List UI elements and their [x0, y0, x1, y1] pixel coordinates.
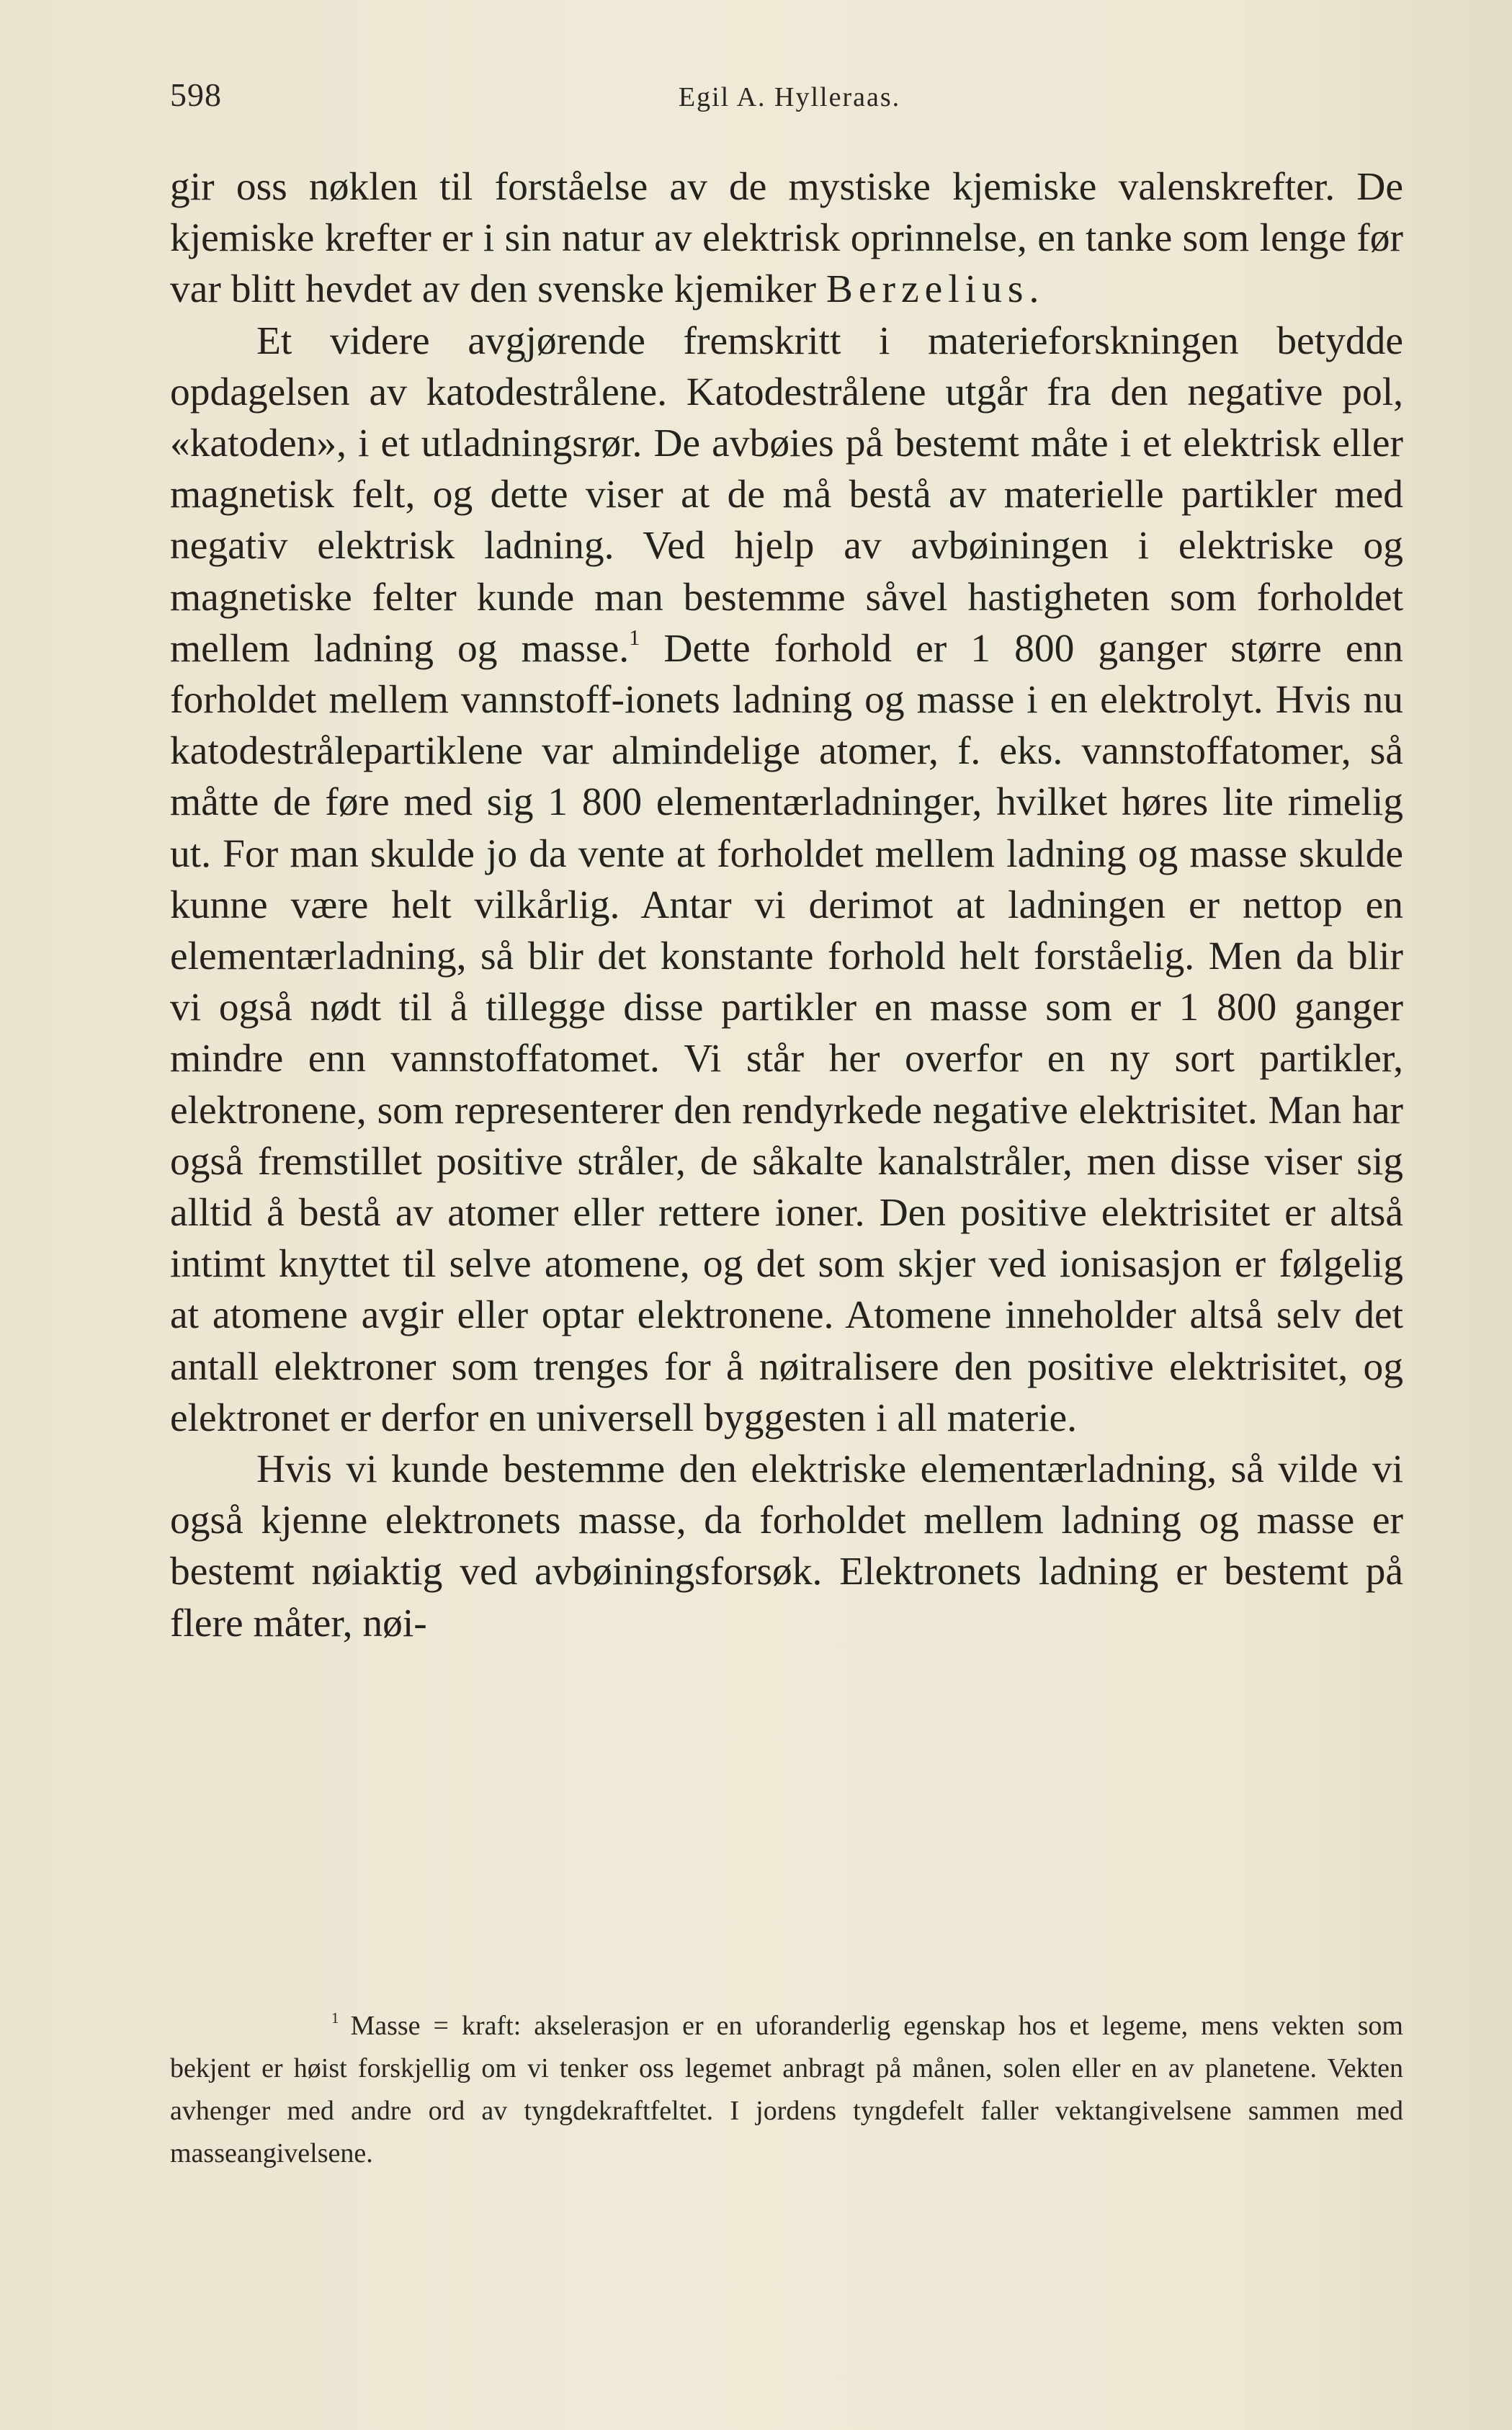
running-head: Egil A. Hylleraas.	[678, 82, 901, 112]
paragraph-1-end: .	[1029, 267, 1039, 312]
author-name-berzelius: Berzelius	[826, 267, 1029, 312]
body-text	[170, 161, 1403, 1649]
page-header	[170, 76, 1409, 126]
paragraph-3	[170, 1444, 1403, 1649]
paragraph-3-text: Hvis vi kunde bestemme den elektriske elementærladning, så vilde vi også kjenne elektronets masse, da forholdet mellem ladning og masse er bestemt nøiaktig ved avbøiningsforsøk. Elektronets ladning er bestemt på flere måter, nøi-	[170, 1447, 1403, 1645]
paragraph-2-text-a: Et videre avgjørende fremskritt i materieforskningen betydde opdagelsen av katodestrålene. Katodestrålene utgår fra den negative pol, «katoden», i et utladningsrør. De avbøies på bestemt måte i et elektrisk eller magnetisk felt, og dette viser at de må bestå av materielle partikler med negativ elektrisk ladning. Ved hjelp av avbøiningen i elektriske og magnetiske felter kunde man bestemme såvel hastigheten som forholdet mellem ladning og masse.	[170, 318, 1403, 671]
page-number: 598	[170, 76, 222, 113]
footnote-text: Masse = kraft: akselerasjon er en uforanderlig egenskap hos et legeme, mens vekten som bekjent er høist forskjellig om vi tenker oss legemet anbragt på månen, solen eller en av planetene. Vekten avhenger med andre ord av tyngdekraftfeltet. I jordens tyngdefelt faller vektangivelsene sammen med masseangivelsene.	[170, 2011, 1403, 2168]
paragraph-1-text: gir oss nøklen til forståelse av de mystiske kjemiske valenskrefter. De kjemiske krefter er i sin natur av elektrisk oprinnelse, en tanke som lenge før var blitt hevdet av den svenske kjemiker	[170, 165, 1403, 312]
paragraph-2-text-b: Dette forhold er 1 800 ganger større enn forholdet mellem vannstoff-ionets ladning og masse i en elektrolyt. Hvis nu katodestrålepartiklene var almindelige atomer, f. eks. vannstoffatomer, så måtte de føre med sig 1 800 elementærladninger, hvilket høres lite rimelig ut. For man skulde jo da vente at forholdet mellem ladning og masse skulde kunne være helt vilkårlig. Antar vi derimot at ladningen er nettop en elementærladning, så blir det konstante forhold helt forståelig. Men da blir vi også nødt til å tillegge disse partikler en masse som er 1 800 ganger mindre enn vannstoffatomet. Vi står her overfor en ny sort partikler, elektronene, som representerer den rendyrkede negative elektrisitet. Man har også fremstillet positive stråler, de såkalte kanalstråler, men disse viser sig alltid å bestå av atomer eller rettere ioner. Den positive elektrisitet er altså intimt knyttet til selve atomene, og det som skjer ved ionisasjon er følgelig at atomene avgir eller optar elektronene. Atomene inneholder altså selv det antall elektroner som trenges for å nøitralisere den positive elektrisitet, og elektronet er derfor en universell byggesten i all materie.	[170, 626, 1403, 1440]
paragraph-2	[170, 316, 1403, 1444]
paragraph-1	[170, 161, 1403, 316]
footnote	[170, 2005, 1403, 2175]
footnote-reference[interactable]: 1	[629, 625, 640, 650]
footnote-paragraph: $^1$ Masse = kraft: akselerasjon er en uforanderlig egenskap hos et legeme, mens vekten som bekjent er høist forskjellig om vi tenker oss legemet anbragt på månen, solen eller en av planetene. Vekten avhenger med andre ord av tyngdekraftfeltet. I jordens tyngdefelt faller vektangivelsene sammen med masseangivelsene.	[170, 2009, 1403, 2168]
